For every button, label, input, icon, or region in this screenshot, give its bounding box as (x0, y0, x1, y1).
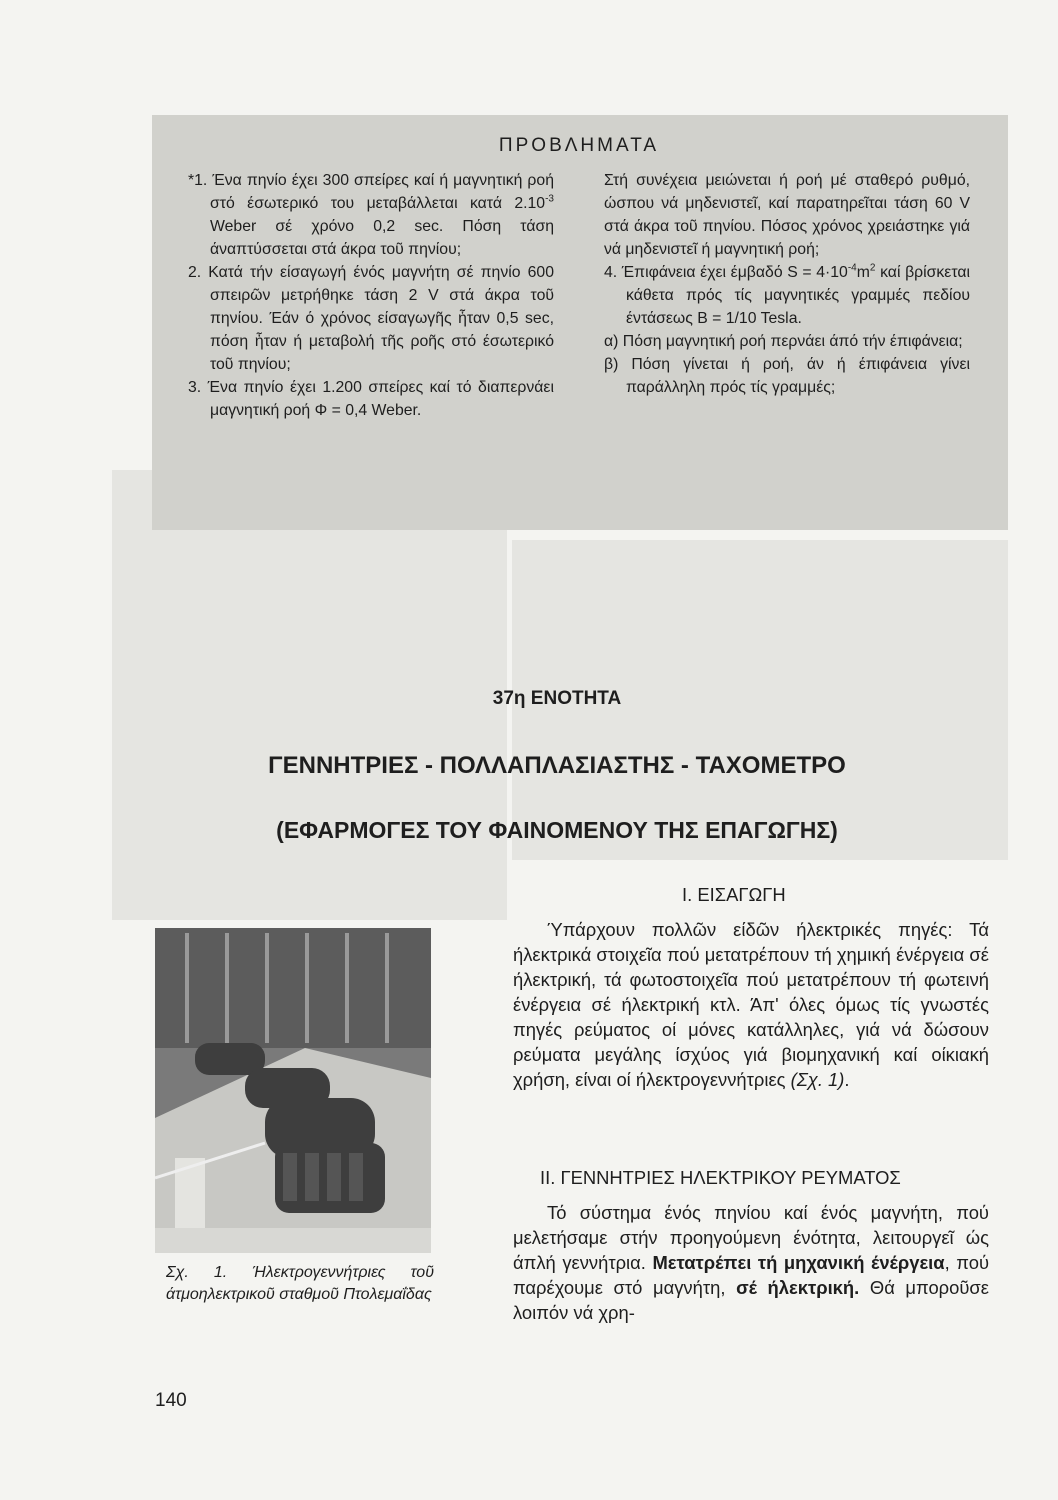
problem-4: 4. Έπιφάνεια έχει έμβαδό $S = 4\cdot 10^{-4}m^2$ καί βρίσκεται κάθετα πρός τίς μαγνητικές γραμμές πεδίου έντάσεως B = 1/10 Tesla. (604, 262, 970, 327)
problem-3-continued: Στή συνέχεια μειώνεται ή ροή μέ σταθερό ρυθμό, ώσπου νά μηδενιστεῖ, καί παρατηρεῖται τάση 60 V στά άκρα τοῦ πηνίου. Πόσος χρόνος χρειάστηκε γιά νά μηδενιστεῖ ή μαγνητική ροή; (604, 172, 970, 258)
section-heading-generators: ΙΙ. ΓΕΝΝΗΤΡΙΕΣ ΗΛΕΚΤΡΙΚΟΥ ΡΕΥΜΑΤΟΣ (540, 1167, 901, 1188)
problems-left-column (188, 169, 554, 422)
chapter-subtitle: (ΕΦΑΡΜΟΓΕΣ ΤΟΥ ΦΑΙΝΟΜΕΝΟΥ ΤΗΣ ΕΠΑΓΩΓΗΣ) (276, 817, 838, 843)
problems-title: ΠΡΟΒΛΗΜΑΤΑ (498, 135, 660, 156)
problem-2: 2. Κατά τήν είσαγωγή ένός μαγνήτη σέ πηνίο 600 σπειρῶν μετρήθηκε τάση 2 V στά άκρα τοῦ πηνίου. Έάν ό χρόνος είσαγωγῆς ἦταν 0,5 sec, πόση ἦταν ή μεταβολή τῆς ροῆς στό έσωτερικό τοῦ πηνίου; (188, 264, 554, 373)
generator-hall-photo (155, 928, 431, 1253)
problem-4a: α) Πόση μαγνητική ροή περνάει άπό τήν έπιφάνεια; (604, 333, 963, 350)
problem-4b: β) Πόση γίνεται ή ροή, άν ή έπιφάνεια γίνει παράλληλη πρός τίς γραμμές; (604, 356, 970, 396)
introduction-paragraph: Ύπάρχουν πολλῶν είδῶν ήλεκτρικές πηγές: Τά ήλεκτρικά στοιχεῖα πού μετατρέπουν τή χημική ένέργεια σέ ήλεκτρική, τά φωτοστοιχεῖα πού μετατρέπουν τή φωτεινή ένέργεια σέ ήλεκτρική κτλ. Άπ' όλες όμως τίς γνωστές πηγές ρεύματος οί μόνες κατάλληλες, γιά νά δώσουν ρεύματα μεγάλης ίσχύος γιά βιομηχανική καί οίκιακή χρήση, είναι οί ήλεκτρογεννήτριες (Σχ. 1). (513, 919, 989, 1090)
unit-label: 37η ΕΝΟΤΗΤΑ (492, 688, 622, 709)
figure-caption: Σχ. 1. Ήλεκτρογεννήτριες τοῦ άτμοηλεκτρικοῦ σταθμοῦ Πτολεμαΐδας (166, 1264, 434, 1303)
problems-box (152, 115, 1008, 530)
problem-1: *1. Ένα πηνίο έχει 300 σπείρες καί ή μαγνητική ροή στό έσωτερικό του μεταβάλλεται κατά $2.10^{-3}$ Weber σέ χρόνο 0,2 sec. Πόση τάση άναπτύσσεται στά άκρα τοῦ πηνίου; (188, 172, 554, 258)
problems-right-column (604, 169, 970, 422)
page-number: 140 (155, 1390, 187, 1411)
section-heading-introduction: Ι. ΕΙΣΑΓΩΓΗ (682, 884, 786, 905)
generators-paragraph: Τό σύστημα ένός πηνίου καί ένός μαγνήτη, πού μελετήσαμε στήν προηγούμενη ένότητα, λειτουργεῖ ώς άπλή γεννήτρια. Μετατρέπει τή μηχανική ένέργεια, πού παρέχουμε στό μαγνήτη, σέ ήλεκτρική. Θά μποροῦσε λοιπόν νά χρη- (513, 1202, 990, 1323)
chapter-title: ΓΕΝΝΗΤΡΙΕΣ - ΠΟΛΛΑΠΛΑΣΙΑΣΤΗΣ - ΤΑΧΟΜΕΤΡΟ (268, 752, 846, 779)
problem-3: 3. Ένα πηνίο έχει 1.200 σπείρες καί τό διαπερνάει μαγνητική ροή Φ = 0,4 Weber. (188, 379, 554, 419)
